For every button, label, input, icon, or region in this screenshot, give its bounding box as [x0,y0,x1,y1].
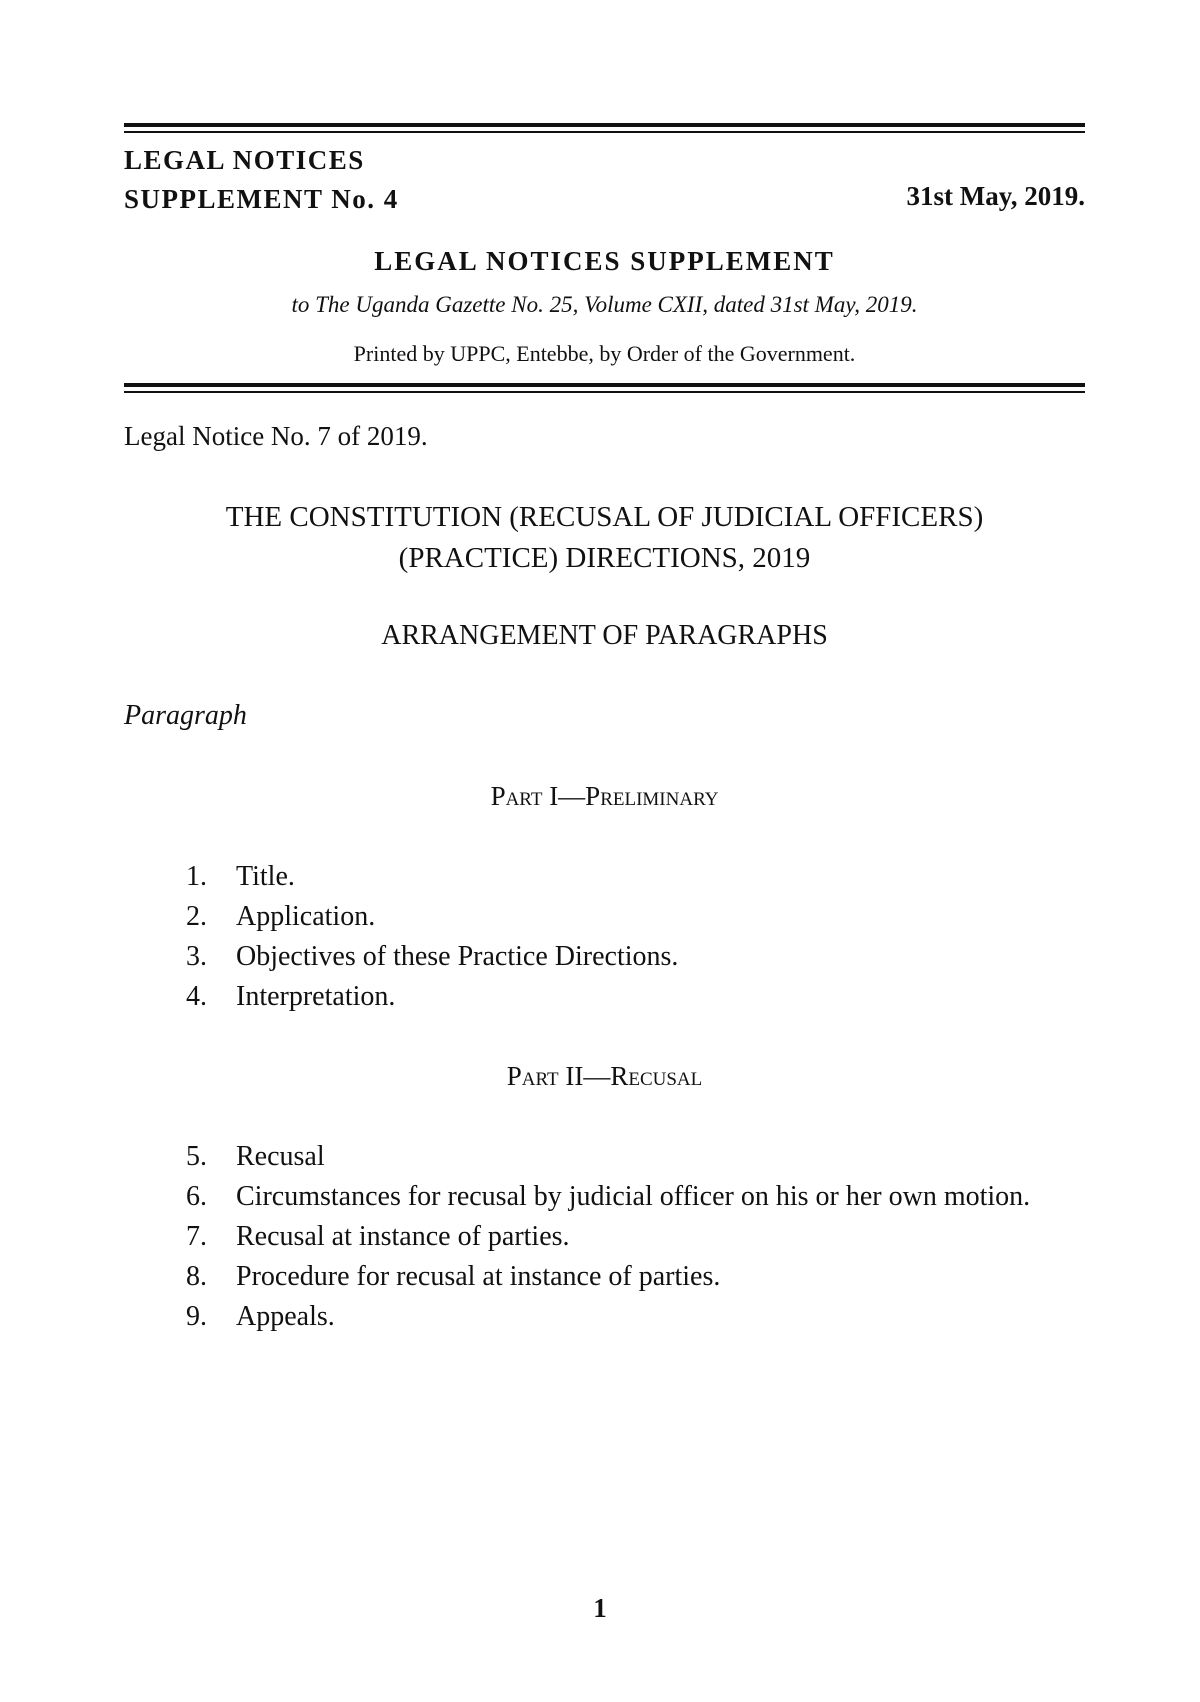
list-item [124,1257,1085,1297]
item-number: 5. [186,1141,207,1172]
header-date: 31st May, 2019. [906,181,1085,211]
item-number: 1. [186,861,207,892]
item-number: 9. [186,1301,207,1332]
arrangement-heading: ARRANGEMENT OF PARAGRAPHS [381,620,828,651]
header-legal-notices: LEGAL NOTICES [124,145,365,175]
list-item [124,857,1085,897]
list-item [124,1137,1085,1177]
header-top-rule [124,123,1085,133]
item-text: Appeals. [236,1301,335,1332]
page-number: 1 [593,1593,607,1623]
list-item [124,1217,1085,1257]
legal-notice-number: Legal Notice No. 7 of 2019. [124,421,428,451]
item-text: Objectives of these Practice Directions. [236,941,679,972]
part-1-list [124,857,1085,1017]
item-number: 7. [186,1221,207,1252]
item-text: Title. [236,861,295,892]
list-item [124,1177,1085,1217]
item-number: 4. [186,981,207,1012]
part-1-heading: Part I—Preliminary [490,781,719,811]
list-item [124,977,1085,1017]
item-text: Circumstances for recusal by judicial officer on his or her own motion. [236,1181,1031,1212]
item-text: Application. [236,901,376,932]
gazette-reference: to The Uganda Gazette No. 25, Volume CXII, dated 31st May, 2019. [291,292,918,317]
item-number: 6. [186,1181,207,1212]
printed-by-line: Printed by UPPC, Entebbe, by Order of the Government. [353,341,856,366]
list-item [124,1297,1085,1337]
list-item [124,897,1085,937]
list-item [124,937,1085,977]
item-number: 2. [186,901,207,932]
document-title-line2: (PRACTICE) DIRECTIONS, 2019 [398,542,811,574]
item-text: Interpretation. [236,981,396,1012]
header-supplement-number: SUPPLEMENT No. 4 [124,184,399,214]
header-bottom-rule [124,383,1085,393]
paragraph-label: Paragraph [124,700,247,731]
item-number: 8. [186,1261,207,1292]
part-2-list [124,1137,1085,1337]
item-text: Procedure for recusal at instance of parties. [236,1261,721,1292]
item-text: Recusal at instance of parties. [236,1221,570,1252]
item-text: Recusal [236,1141,325,1172]
item-number: 3. [186,941,207,972]
part-2-heading: Part II—Recusal [506,1061,703,1091]
document-title-line1: THE CONSTITUTION (RECUSAL OF JUDICIAL OFFICERS) [225,501,984,533]
supplement-title: LEGAL NOTICES SUPPLEMENT [374,246,835,276]
